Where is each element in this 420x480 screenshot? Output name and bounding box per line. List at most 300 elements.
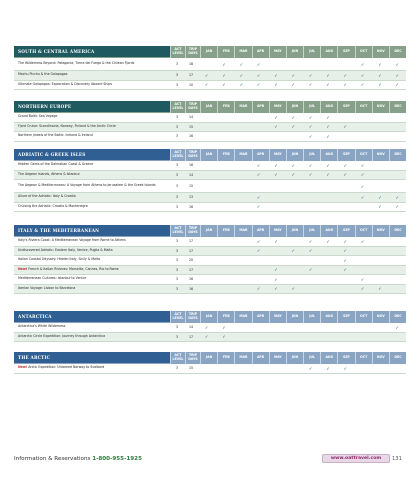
check-icon: ✓ bbox=[343, 172, 348, 178]
trip-name-text: Grand Baltic Sea Voyage bbox=[18, 114, 58, 119]
trip-days: 18 bbox=[188, 62, 194, 66]
column-header-month: NOV bbox=[372, 225, 389, 237]
trip-days: 16 bbox=[188, 204, 194, 209]
check-icon: ✓ bbox=[222, 72, 226, 78]
reservations-line bbox=[14, 456, 142, 462]
section-header bbox=[14, 311, 406, 323]
check-icon: ✓ bbox=[308, 267, 313, 273]
column-header-month: SEP bbox=[337, 225, 354, 237]
table-row[interactable] bbox=[14, 275, 406, 285]
column-header-month: JUN bbox=[286, 149, 303, 161]
page-number: 131 bbox=[392, 456, 402, 462]
table-row[interactable] bbox=[14, 180, 406, 193]
trip-days: 16 bbox=[188, 134, 194, 139]
section-header bbox=[14, 352, 406, 364]
column-header-month: JAN bbox=[200, 352, 217, 364]
check-icon: ✓ bbox=[222, 61, 226, 67]
column-header-month: MAR bbox=[234, 225, 251, 237]
check-icon: ✓ bbox=[360, 194, 365, 200]
activity-level: 3 bbox=[175, 258, 179, 263]
check-icon: ✓ bbox=[239, 72, 244, 78]
check-icon: ✓ bbox=[308, 124, 313, 130]
check-icon: ✓ bbox=[256, 238, 261, 244]
table-row[interactable] bbox=[14, 285, 406, 295]
trip-name-text: The Aegean Islands, Athens & Istanbul bbox=[18, 171, 80, 176]
trip-name bbox=[14, 277, 170, 281]
check-icon: ✓ bbox=[343, 238, 348, 244]
check-icon: ✓ bbox=[360, 72, 365, 78]
trip-days: 17 bbox=[188, 334, 194, 339]
column-header-month: MAY bbox=[269, 149, 286, 161]
column-header-month: JUL bbox=[303, 149, 320, 161]
check-icon: ✓ bbox=[343, 267, 348, 273]
trip-name-text: French & Italian Rivieras: Marseille, Cannes, Rio to Rome bbox=[28, 266, 119, 271]
check-icon: ✓ bbox=[326, 114, 330, 120]
column-header-month: OCT bbox=[355, 149, 372, 161]
column-header-month: OCT bbox=[355, 225, 372, 237]
column-header-month: MAR bbox=[234, 101, 251, 113]
section-title: SOUTH & CENTRAL AMERICA bbox=[14, 46, 170, 58]
column-header-month: FEB bbox=[217, 311, 234, 323]
check-icon: ✓ bbox=[326, 124, 330, 130]
column-header-month: APR bbox=[252, 149, 269, 161]
check-icon: ✓ bbox=[308, 238, 313, 244]
new-badge: New! bbox=[18, 266, 28, 271]
check-icon: ✓ bbox=[256, 162, 261, 168]
column-header-trip-days: TRIP DAYS bbox=[185, 46, 200, 58]
table-row[interactable] bbox=[14, 171, 406, 181]
table-row[interactable] bbox=[14, 58, 406, 71]
check-icon: ✓ bbox=[274, 267, 278, 273]
trip-name-text: Antarctica's White Wilderness bbox=[18, 324, 66, 329]
column-header-month: JUL bbox=[303, 225, 320, 237]
trip-name bbox=[14, 205, 170, 209]
check-icon: ✓ bbox=[378, 194, 382, 200]
check-icon: ✓ bbox=[343, 82, 348, 88]
trip-days: 15 bbox=[188, 366, 194, 371]
column-header-month: MAR bbox=[234, 149, 251, 161]
check-icon: ✓ bbox=[204, 82, 209, 88]
check-icon: ✓ bbox=[378, 286, 382, 292]
table-row[interactable] bbox=[14, 247, 406, 257]
column-header-month: JAN bbox=[200, 46, 217, 58]
column-header-trip-days: TRIP DAYS bbox=[185, 101, 200, 113]
check-icon: ✓ bbox=[360, 276, 365, 282]
column-header-act-level: ACT LEVEL bbox=[170, 149, 185, 161]
check-icon: ✓ bbox=[291, 124, 296, 130]
check-icon: ✓ bbox=[256, 248, 261, 254]
check-icon: ✓ bbox=[360, 162, 365, 168]
section-northern-europe bbox=[14, 101, 406, 142]
trip-name-text: Northern Jewels of the Baltic: Iceland & Ireland bbox=[18, 133, 93, 138]
column-header-month: MAR bbox=[234, 352, 251, 364]
trip-name bbox=[14, 173, 170, 177]
check-icon: ✓ bbox=[360, 183, 365, 189]
column-header-month: NOV bbox=[372, 149, 389, 161]
column-header-month: MAR bbox=[234, 311, 251, 323]
check-icon: ✓ bbox=[291, 286, 296, 292]
trip-days: 14 bbox=[188, 325, 194, 330]
trip-days: 17 bbox=[188, 73, 194, 78]
check-icon: ✓ bbox=[256, 61, 261, 67]
activity-level: 3 bbox=[175, 163, 179, 168]
column-header-month: MAY bbox=[269, 46, 286, 58]
column-header-month: DEC bbox=[389, 352, 406, 364]
check-icon: ✓ bbox=[239, 82, 244, 88]
table-row[interactable] bbox=[14, 323, 406, 333]
table-row[interactable] bbox=[14, 203, 406, 213]
column-header-month: JUL bbox=[303, 101, 320, 113]
table-row[interactable] bbox=[14, 71, 406, 81]
column-header-month: OCT bbox=[355, 352, 372, 364]
trip-name-text: Undiscovered Adriatic: Eastern Italy, Venice, Puglia & Malta bbox=[18, 247, 113, 252]
column-header-month: JAN bbox=[200, 101, 217, 113]
trip-name-text: Antarctic Circle Expedition: Journey through Antarctica bbox=[18, 333, 106, 338]
column-header-month: NOV bbox=[372, 46, 389, 58]
check-icon: ✓ bbox=[256, 72, 261, 78]
check-icon: ✓ bbox=[274, 72, 278, 78]
activity-level: 3 bbox=[175, 239, 179, 244]
column-header-trip-days: TRIP DAYS bbox=[185, 225, 200, 237]
trip-name-text: Mediterranean Cultures: Istanbul to Venice bbox=[18, 276, 87, 281]
column-header-month: DEC bbox=[389, 101, 406, 113]
trip-days: 13 bbox=[188, 195, 194, 200]
column-header-month: AUG bbox=[320, 311, 337, 323]
table-row[interactable] bbox=[14, 364, 406, 374]
check-icon: ✓ bbox=[326, 72, 330, 78]
trip-name bbox=[14, 287, 170, 291]
table-row[interactable] bbox=[14, 113, 406, 123]
trip-name bbox=[14, 366, 170, 370]
check-icon: ✓ bbox=[343, 162, 348, 168]
check-icon: ✓ bbox=[326, 365, 330, 371]
trip-days: 16 bbox=[188, 277, 194, 282]
check-icon: ✓ bbox=[274, 162, 278, 168]
check-icon: ✓ bbox=[274, 286, 278, 292]
trip-days: 17 bbox=[188, 267, 194, 272]
column-header-act-level: ACT LEVEL bbox=[170, 352, 185, 364]
column-header-month: APR bbox=[252, 311, 269, 323]
table-row[interactable] bbox=[14, 256, 406, 266]
check-icon: ✓ bbox=[378, 204, 382, 210]
check-icon: ✓ bbox=[395, 82, 400, 88]
trip-days: 17 bbox=[188, 239, 194, 244]
check-icon: ✓ bbox=[360, 82, 365, 88]
column-header-month: OCT bbox=[355, 311, 372, 323]
trip-days: 16 bbox=[188, 163, 194, 168]
trip-name bbox=[14, 249, 170, 253]
column-header-month: APR bbox=[252, 46, 269, 58]
activity-level: 3 bbox=[175, 172, 179, 177]
column-header-month: FEB bbox=[217, 225, 234, 237]
table-row[interactable] bbox=[14, 333, 406, 343]
new-badge: New! bbox=[18, 365, 28, 370]
check-icon: ✓ bbox=[291, 82, 296, 88]
check-icon: ✓ bbox=[222, 334, 226, 340]
column-header-month: JUN bbox=[286, 311, 303, 323]
column-header-month: MAY bbox=[269, 352, 286, 364]
trip-name bbox=[14, 195, 170, 199]
section-adriatic-greek-isles bbox=[14, 149, 406, 212]
activity-level: 3 bbox=[175, 124, 179, 129]
column-header-month: APR bbox=[252, 352, 269, 364]
check-icon: ✓ bbox=[308, 248, 313, 254]
column-header-month: FEB bbox=[217, 352, 234, 364]
activity-level: 3 bbox=[175, 267, 179, 272]
check-icon: ✓ bbox=[360, 172, 365, 178]
check-icon: ✓ bbox=[326, 172, 330, 178]
column-header-month: APR bbox=[252, 101, 269, 113]
activity-level: 3 bbox=[175, 115, 179, 120]
check-icon: ✓ bbox=[326, 133, 330, 139]
column-header-month: DEC bbox=[389, 311, 406, 323]
activity-level: 3 bbox=[175, 73, 179, 78]
trip-name-text: Cruising the Adriatic: Croatia & Montenegro bbox=[18, 203, 88, 208]
trip-name-text: Iberian Voyage: Lisbon to Barcelona bbox=[18, 285, 76, 290]
table-row[interactable] bbox=[14, 81, 406, 91]
column-header-month: OCT bbox=[355, 46, 372, 58]
column-header-month: JAN bbox=[200, 225, 217, 237]
trip-name bbox=[14, 125, 170, 129]
check-icon: ✓ bbox=[308, 114, 313, 120]
section-title: THE ARCTIC bbox=[14, 352, 170, 364]
column-header-month: SEP bbox=[337, 149, 354, 161]
column-header-month: MAY bbox=[269, 311, 286, 323]
trip-name bbox=[14, 83, 170, 87]
column-header-month: JUL bbox=[303, 352, 320, 364]
column-header-month: FEB bbox=[217, 46, 234, 58]
section-antarctica bbox=[14, 311, 406, 342]
column-header-month: OCT bbox=[355, 101, 372, 113]
check-icon: ✓ bbox=[378, 72, 382, 78]
check-icon: ✓ bbox=[395, 204, 400, 210]
column-header-month: SEP bbox=[337, 46, 354, 58]
check-icon: ✓ bbox=[274, 124, 278, 130]
section-italy-the-mediterranean bbox=[14, 225, 406, 294]
trip-name-text: Italian Coastal Odyssey: Hidden Italy, Sicily & Malta bbox=[18, 257, 101, 262]
trip-name-text: Allure of the Adriatic: Italy & Croatia bbox=[18, 194, 76, 199]
check-icon: ✓ bbox=[378, 82, 382, 88]
section-header bbox=[14, 46, 406, 58]
column-header-month: AUG bbox=[320, 149, 337, 161]
trip-name-text: Ultimate Galapagos: Exploration & Discovery Aboard Ships bbox=[18, 81, 113, 86]
check-icon: ✓ bbox=[204, 334, 209, 340]
column-header-month: NOV bbox=[372, 352, 389, 364]
activity-level: 3 bbox=[175, 286, 179, 291]
trip-name-text: Machu Picchu & the Galapagos bbox=[18, 72, 68, 77]
trip-name-text: Hidden Gems of the Dalmatian Coast & Greece bbox=[18, 162, 94, 167]
check-icon: ✓ bbox=[360, 238, 365, 244]
activity-level: 3 bbox=[175, 184, 179, 188]
check-icon: ✓ bbox=[274, 238, 278, 244]
column-header-month: MAY bbox=[269, 101, 286, 113]
check-icon: ✓ bbox=[256, 194, 261, 200]
column-header-month: JUL bbox=[303, 311, 320, 323]
activity-level: 3 bbox=[175, 248, 179, 253]
trip-days: 14 bbox=[188, 115, 194, 120]
check-icon: ✓ bbox=[378, 61, 382, 67]
check-icon: ✓ bbox=[308, 133, 313, 139]
check-icon: ✓ bbox=[360, 61, 365, 67]
column-header-month: DEC bbox=[389, 46, 406, 58]
check-icon: ✓ bbox=[343, 248, 348, 254]
column-header-month: FEB bbox=[217, 101, 234, 113]
check-icon: ✓ bbox=[204, 324, 209, 330]
check-icon: ✓ bbox=[291, 248, 296, 254]
column-header-month: AUG bbox=[320, 101, 337, 113]
column-header-month: JAN bbox=[200, 311, 217, 323]
trip-name-text: The Aegean & Mediterranean: A Voyage from Athens to Jerusalem & the Greek Islands bbox=[18, 183, 156, 188]
section-the-arctic bbox=[14, 352, 406, 374]
activity-level: 3 bbox=[175, 134, 179, 139]
check-icon: ✓ bbox=[326, 82, 330, 88]
check-icon: ✓ bbox=[308, 365, 313, 371]
column-header-month: FEB bbox=[217, 149, 234, 161]
table-row[interactable] bbox=[14, 161, 406, 171]
trip-name-text: Arctic Expedition: Untamed Norway to Svalbard bbox=[28, 365, 105, 370]
check-icon: ✓ bbox=[239, 61, 244, 67]
section-title: NORTHERN EUROPE bbox=[14, 101, 170, 113]
website-link[interactable]: www.oattravel.com bbox=[322, 454, 390, 463]
column-header-act-level: ACT LEVEL bbox=[170, 225, 185, 237]
column-header-month: NOV bbox=[372, 311, 389, 323]
check-icon: ✓ bbox=[308, 162, 313, 168]
column-header-month: AUG bbox=[320, 352, 337, 364]
check-icon: ✓ bbox=[308, 82, 313, 88]
check-icon: ✓ bbox=[308, 172, 313, 178]
column-header-month: SEP bbox=[337, 352, 354, 364]
column-header-month: MAR bbox=[234, 46, 251, 58]
check-icon: ✓ bbox=[308, 72, 313, 78]
column-header-month: JUN bbox=[286, 46, 303, 58]
column-header-month: APR bbox=[252, 225, 269, 237]
check-icon: ✓ bbox=[360, 286, 365, 292]
column-header-month: DEC bbox=[389, 225, 406, 237]
check-icon: ✓ bbox=[256, 172, 261, 178]
column-header-month: JUN bbox=[286, 101, 303, 113]
column-header-month: SEP bbox=[337, 311, 354, 323]
trip-name bbox=[14, 62, 170, 66]
check-icon: ✓ bbox=[326, 162, 330, 168]
column-header-month: JUN bbox=[286, 225, 303, 237]
section-title: ADRIATIC & GREEK ISLES bbox=[14, 149, 170, 161]
trip-days: 10 bbox=[188, 82, 194, 87]
trip-name-text: Italy's Riviera Coast: A Mediterranean Voyage from Rome to Athens bbox=[18, 238, 126, 243]
check-icon: ✓ bbox=[291, 172, 296, 178]
column-header-month: JAN bbox=[200, 149, 217, 161]
check-icon: ✓ bbox=[291, 162, 296, 168]
trip-name-text: Fjord Cruise: Scandinavia, Norway, Finland & the Arctic Circle bbox=[18, 123, 116, 128]
column-header-month: SEP bbox=[337, 101, 354, 113]
column-header-trip-days: TRIP DAYS bbox=[185, 149, 200, 161]
trip-name bbox=[14, 73, 170, 77]
column-header-month: MAY bbox=[269, 225, 286, 237]
check-icon: ✓ bbox=[395, 324, 400, 330]
check-icon: ✓ bbox=[274, 276, 278, 282]
section-header bbox=[14, 101, 406, 113]
activity-level: 3 bbox=[175, 62, 179, 66]
check-icon: ✓ bbox=[343, 365, 348, 371]
check-icon: ✓ bbox=[222, 324, 226, 330]
trip-name bbox=[14, 134, 170, 138]
check-icon: ✓ bbox=[256, 82, 261, 88]
trip-days: 20 bbox=[188, 258, 194, 263]
activity-level: 3 bbox=[175, 195, 179, 200]
check-icon: ✓ bbox=[222, 82, 226, 88]
check-icon: ✓ bbox=[274, 82, 278, 88]
trip-name bbox=[14, 163, 170, 167]
check-icon: ✓ bbox=[256, 204, 261, 210]
column-header-act-level: ACT LEVEL bbox=[170, 101, 185, 113]
trip-days: 14 bbox=[188, 172, 194, 177]
table-row[interactable] bbox=[14, 266, 406, 276]
section-header bbox=[14, 149, 406, 161]
check-icon: ✓ bbox=[274, 114, 278, 120]
reservations-label: Information & Reservations bbox=[14, 456, 91, 462]
trip-name-text: The Wilderness Beyond: Patagonia, Tierra del Fuego & the Chilean Fjords bbox=[18, 61, 135, 66]
check-icon: ✓ bbox=[326, 238, 330, 244]
activity-level: 3 bbox=[175, 325, 179, 330]
column-header-month: AUG bbox=[320, 225, 337, 237]
table-row[interactable] bbox=[14, 123, 406, 133]
trip-days: 15 bbox=[188, 124, 194, 129]
check-icon: ✓ bbox=[291, 114, 296, 120]
trip-name bbox=[14, 115, 170, 119]
check-icon: ✓ bbox=[256, 286, 261, 292]
trip-name bbox=[14, 258, 170, 262]
activity-level: 3 bbox=[175, 204, 179, 209]
trip-name bbox=[14, 335, 170, 339]
trip-days: 16 bbox=[188, 286, 194, 291]
column-header-month: AUG bbox=[320, 46, 337, 58]
check-icon: ✓ bbox=[204, 72, 209, 78]
section-south-central-america bbox=[14, 46, 406, 90]
column-header-month: DEC bbox=[389, 149, 406, 161]
column-header-month: JUL bbox=[303, 46, 320, 58]
check-icon: ✓ bbox=[343, 257, 348, 263]
check-icon: ✓ bbox=[395, 72, 400, 78]
column-header-trip-days: TRIP DAYS bbox=[185, 311, 200, 323]
trip-name bbox=[14, 325, 170, 329]
trip-name bbox=[14, 239, 170, 243]
phone-number[interactable]: 1-800-955-1925 bbox=[92, 456, 142, 462]
check-icon: ✓ bbox=[291, 72, 296, 78]
section-title: ITALY & THE MEDITERRANEAN bbox=[14, 225, 170, 237]
table-row[interactable] bbox=[14, 193, 406, 203]
table-row[interactable] bbox=[14, 132, 406, 142]
section-title: ANTARCTICA bbox=[14, 311, 170, 323]
check-icon: ✓ bbox=[343, 124, 348, 130]
trip-name bbox=[14, 268, 170, 272]
table-row[interactable] bbox=[14, 237, 406, 247]
check-icon: ✓ bbox=[343, 72, 348, 78]
activity-level: 3 bbox=[175, 366, 179, 371]
activity-level: 3 bbox=[175, 277, 179, 282]
column-header-act-level: ACT LEVEL bbox=[170, 311, 185, 323]
column-header-act-level: ACT LEVEL bbox=[170, 46, 185, 58]
trip-days: 17 bbox=[188, 248, 194, 253]
activity-level: 3 bbox=[175, 82, 179, 87]
column-header-month: NOV bbox=[372, 101, 389, 113]
column-header-trip-days: TRIP DAYS bbox=[185, 352, 200, 364]
activity-level: 3 bbox=[175, 334, 179, 339]
check-icon: ✓ bbox=[395, 61, 400, 67]
column-header-month: JUN bbox=[286, 352, 303, 364]
trip-days: 15 bbox=[188, 184, 194, 188]
check-icon: ✓ bbox=[395, 194, 400, 200]
section-header bbox=[14, 225, 406, 237]
trip-name bbox=[14, 184, 170, 188]
